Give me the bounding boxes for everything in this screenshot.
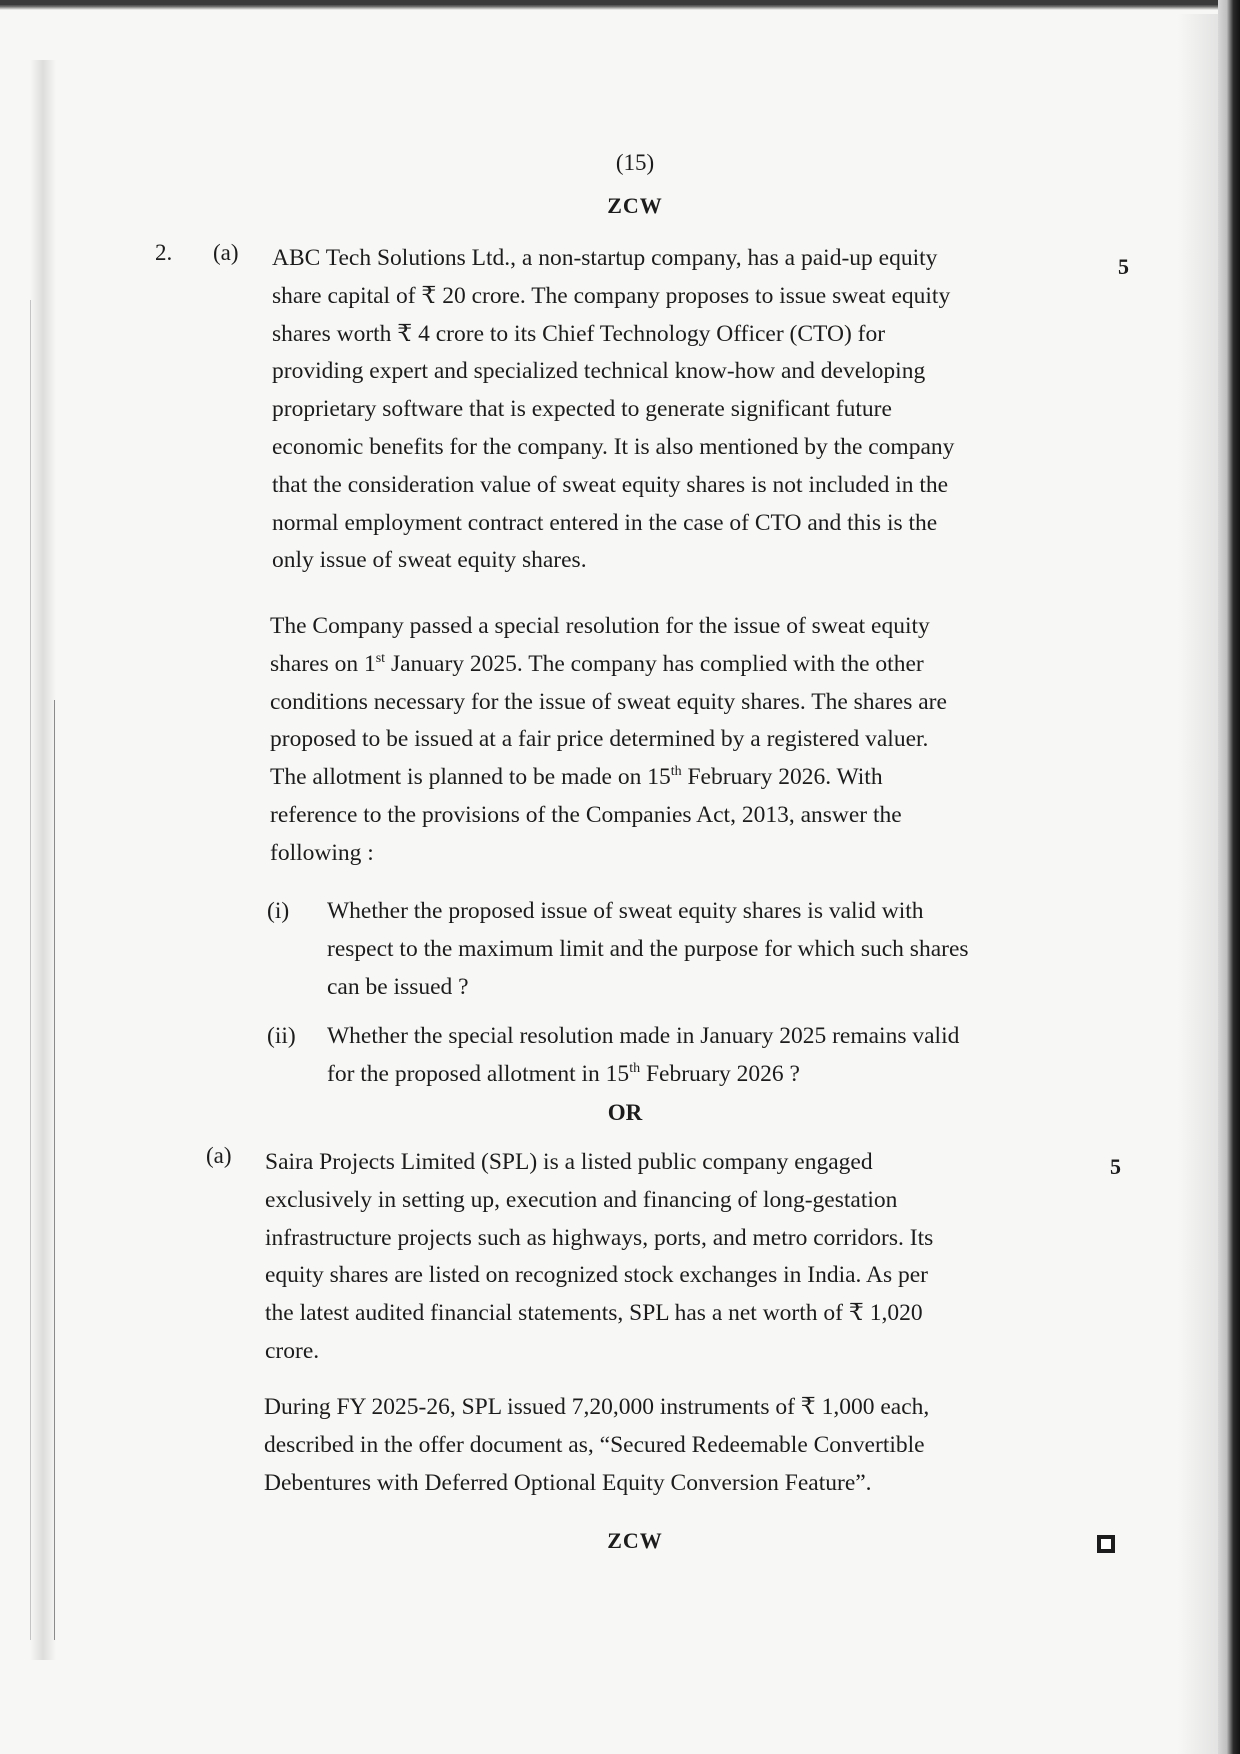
page-end-square-mark <box>1097 1535 1115 1553</box>
text-line: reference to the provisions of the Companies Act, 2013, answer the <box>270 801 902 828</box>
question-number: 2. <box>155 240 173 265</box>
text-line: exclusively in setting up, execution and financing of long-gestation <box>265 1186 898 1213</box>
scan-top-border <box>0 0 1240 5</box>
text-line: The allotment is planned to be made on 15th February 2026. With <box>270 764 883 791</box>
text-line: economic benefits for the company. It is also mentioned by the company <box>272 433 955 460</box>
text-line: following : <box>270 839 374 866</box>
sub-question-number: (ii) <box>267 1023 296 1049</box>
text-line: infrastructure projects such as highways, ports, and metro corridors. Its <box>265 1224 934 1251</box>
scan-left-crease-line <box>54 700 55 1640</box>
text-line: that the consideration value of sweat equity shares is not included in the <box>272 471 949 498</box>
or-separator: OR <box>607 1100 643 1125</box>
part-a-alt-paragraph-1 <box>265 1144 1067 1371</box>
text-line: share capital of ₹ 20 crore. The company proposes to issue sweat equity <box>272 282 951 309</box>
text-line: providing expert and specialized technical know-how and developing <box>272 358 926 385</box>
scan-left-margin-line <box>30 300 31 1640</box>
page-number: (15) <box>615 150 655 175</box>
text-line: proprietary software that is expected to generate significant future <box>272 396 892 423</box>
text-line: shares worth ₹ 4 crore to its Chief Technology Officer (CTO) for <box>272 320 886 347</box>
sub-question-i <box>267 893 1067 1007</box>
text-line: conditions necessary for the issue of sweat equity shares. The shares are <box>270 688 947 715</box>
sub-question-text: Whether the proposed issue of sweat equity shares is valid with respect to the maximum limit and the purpose for which such shares can be issued ? <box>327 898 969 1000</box>
text-line: proposed to be issued at a fair price determined by a registered valuer. <box>270 726 929 753</box>
text-line: normal employment contract entered in the case of CTO and this is the <box>272 509 938 536</box>
part-a-alt-marks: 5 <box>1110 1154 1121 1179</box>
scan-left-fold-shadow <box>30 60 56 1660</box>
sub-question-text: Whether the special resolution made in January 2025 remains valid for the proposed allotment in 15th February 2026 ? <box>327 1023 960 1087</box>
part-a-alt-label: (a) <box>206 1143 232 1168</box>
text-line: described in the offer document as, “Secured Redeemable Convertible <box>264 1431 925 1458</box>
part-a-label: (a) <box>213 240 239 265</box>
text-line: the latest audited financial statements, SPL has a net worth of ₹ 1,020 <box>265 1300 923 1327</box>
scan-right-edge <box>1218 0 1240 1754</box>
text-line: Saira Projects Limited (SPL) is a listed public company engaged <box>265 1149 873 1175</box>
part-a-paragraph-2 <box>270 608 1072 873</box>
text-line: only issue of sweat equity shares. <box>272 547 587 574</box>
text-line: ABC Tech Solutions Ltd., a non-startup company, has a paid-up equity <box>272 245 938 271</box>
text-line: The Company passed a special resolution for the issue of sweat equity <box>270 613 930 639</box>
series-code-header: ZCW <box>607 193 663 218</box>
part-a-paragraph-1 <box>272 240 1072 580</box>
sub-question-number: (i) <box>267 898 290 924</box>
text-line: During FY 2025-26, SPL issued 7,20,000 instruments of ₹ 1,000 each, <box>264 1394 930 1420</box>
text-line: Debentures with Deferred Optional Equity Conversion Feature”. <box>264 1469 872 1496</box>
part-a-alt-paragraph-2 <box>264 1389 1067 1502</box>
text-line: shares on 1st January 2025. The company has complied with the other <box>270 650 924 677</box>
text-line: crore. <box>265 1337 320 1364</box>
part-a-marks: 5 <box>1118 254 1129 279</box>
scan-right-fold-shadow <box>1178 14 1218 1754</box>
text-line: equity shares are listed on recognized stock exchanges in India. As per <box>265 1262 929 1289</box>
series-code-footer: ZCW <box>607 1528 663 1553</box>
sub-question-ii <box>267 1018 1067 1094</box>
